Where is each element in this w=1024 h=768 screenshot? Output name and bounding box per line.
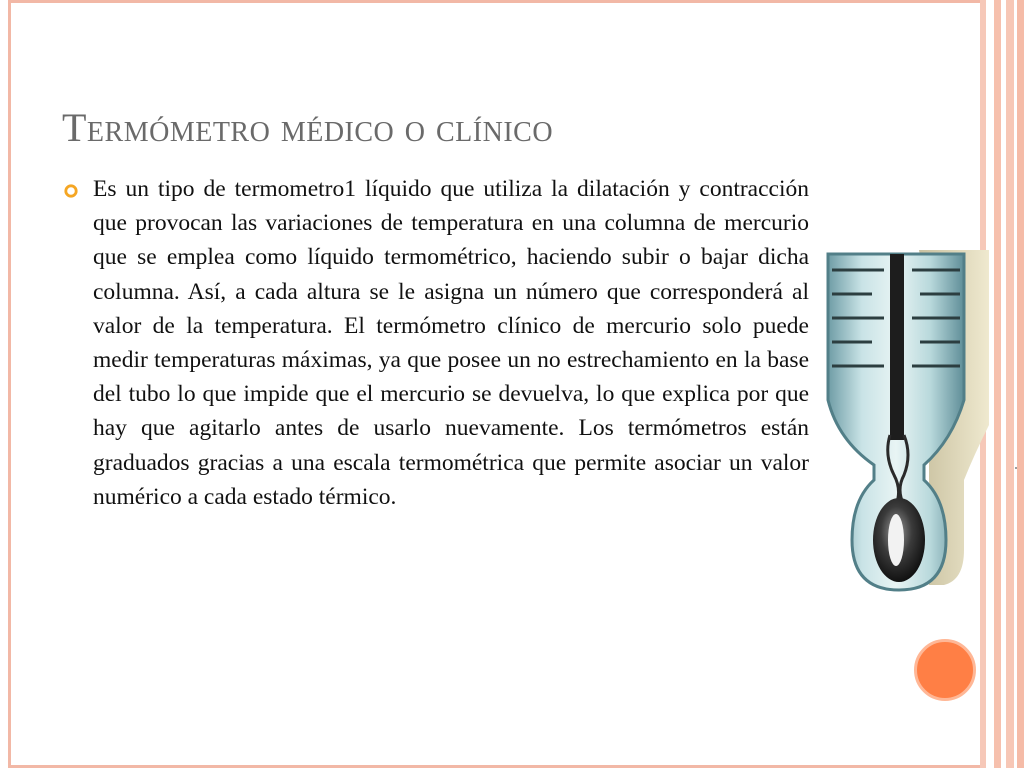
circle-bullet-icon <box>64 184 78 198</box>
slide-body-text: Es un tipo de termometro1 líquido que utiliza la dilatación y contracción que provocan las variaciones de temperatura en una columna de mercurio que se emplea como líquido termométrico, haciendo subir o bajar dicha columna. Así, a cada altura se le asigna un número que corresponderá al valor de la temperatura. El termómetro clínico de mercurio solo puede medir temperaturas máximas, ya que posee un no estrechamiento en la base del tubo lo que impide que el mercurio se devuelva, lo que explica por que hay que agitarlo antes de usarlo nuevamente. Los termómetros están graduados gracias a una escala termométrica que permite asociar un valor numérico a cada estado térmico. <box>93 176 809 510</box>
thermometer-image <box>824 250 994 595</box>
frame-left-line <box>8 0 11 768</box>
slide-title: Termómetro médico o clínico <box>62 105 554 150</box>
decor-stripe <box>1006 0 1014 768</box>
decor-stripe <box>1017 0 1024 768</box>
decor-stripe <box>994 0 1001 768</box>
decor-orange-circle <box>914 639 976 701</box>
decor-dot <box>1015 467 1017 469</box>
frame-top-line <box>8 0 980 3</box>
